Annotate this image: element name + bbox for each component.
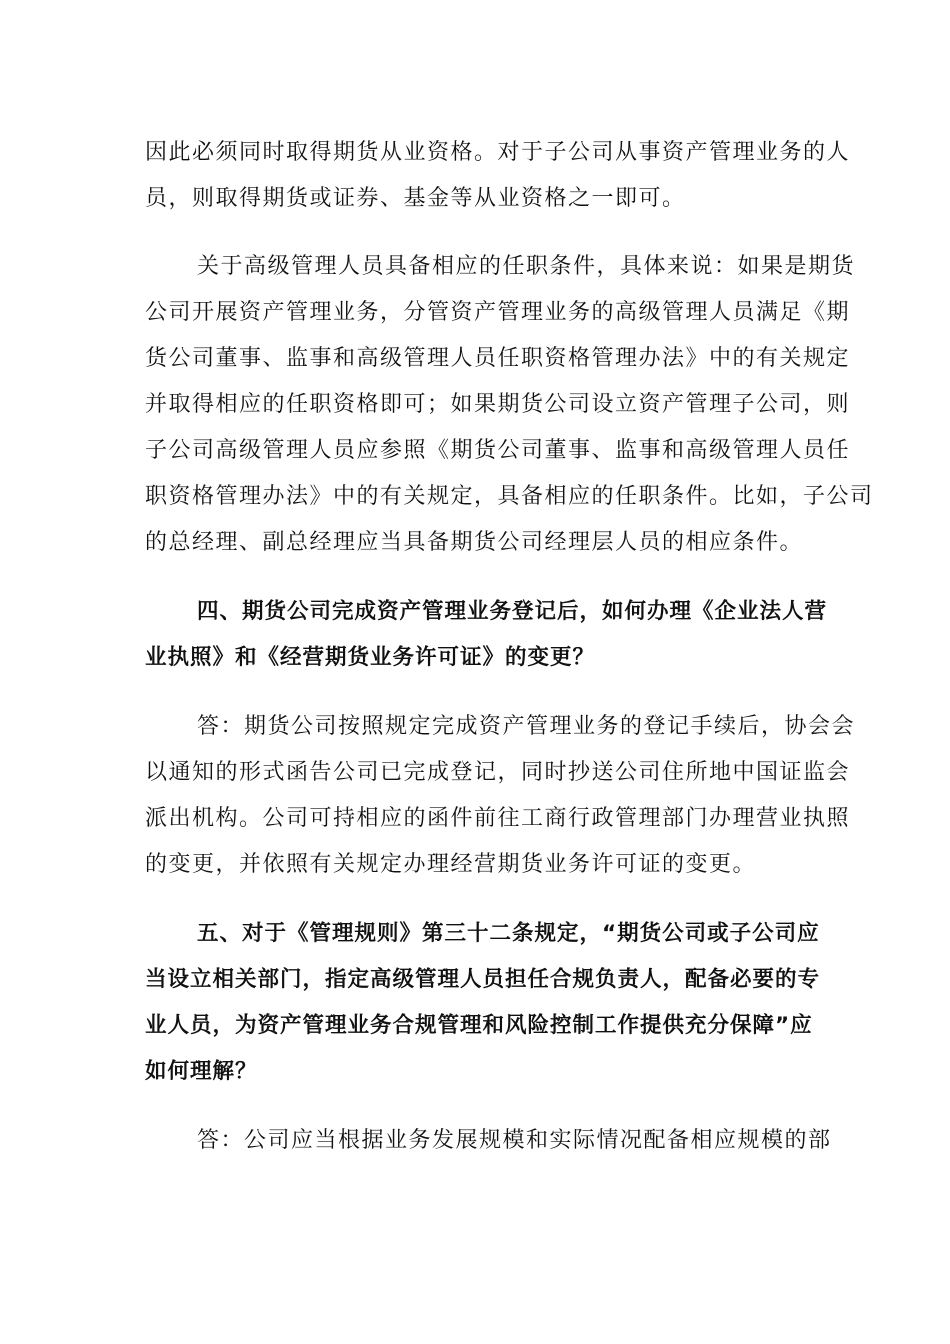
text-line: 因此必须同时取得期货从业资格。对于子公司从事资产管理业务的人 [145, 140, 851, 165]
question-heading-4 [145, 589, 828, 681]
paragraph-qualification-continuation [145, 130, 851, 222]
text-line: 员，则取得期货或证券、基金等从业资格之一即可。 [145, 186, 686, 211]
text-line: 职资格管理办法》中的有关规定，具备相应的任职条件。比如，子公司 [145, 484, 874, 509]
text-line: 关于高级管理人员具备相应的任职条件，具体来说：如果是期货 [197, 254, 856, 279]
text-line: 子公司高级管理人员应参照《期货公司董事、监事和高级管理人员任 [145, 438, 851, 463]
question-heading-5 [145, 911, 821, 1095]
text-line: 业人员，为资产管理业务合规管理和风险控制工作提供充分保障”应 [145, 1013, 813, 1038]
text-line: 五、对于《管理规则》第三十二条规定，“期货公司或子公司应 [197, 921, 820, 946]
text-line: 四、期货公司完成资产管理业务登记后，如何办理《企业法人营 [197, 599, 828, 624]
text-line: 的总经理、副总经理应当具备期货公司经理层人员的相应条件。 [145, 530, 804, 555]
text-line: 业执照》和《经营期货业务许可证》的变更？ [145, 645, 596, 670]
text-line: 并取得相应的任职资格即可；如果期货公司设立资产管理子公司，则 [145, 392, 851, 417]
text-line: 派出机构。公司可持相应的函件前往工商行政管理部门办理营业执照 [145, 806, 851, 831]
text-line: 货公司董事、监事和高级管理人员任职资格管理办法》中的有关规定 [145, 346, 851, 371]
text-line: 的变更，并依照有关规定办理经营期货业务许可证的变更。 [145, 852, 757, 877]
text-line: 公司开展资产管理业务，分管资产管理业务的高级管理人员满足《期 [145, 300, 851, 325]
text-line: 答：期货公司按照规定完成资产管理业务的登记手续后，协会会 [197, 714, 856, 739]
answer-paragraph-4 [145, 704, 856, 888]
paragraph-senior-management-conditions [145, 244, 874, 566]
text-line: 如何理解？ [145, 1059, 258, 1084]
text-line: 当设立相关部门，指定高级管理人员担任合规负责人，配备必要的专 [145, 967, 821, 992]
document-body [145, 130, 874, 1164]
answer-paragraph-5 [145, 1118, 832, 1164]
text-line: 答：公司应当根据业务发展规模和实际情况配备相应规模的部 [197, 1128, 832, 1153]
text-line: 以通知的形式函告公司已完成登记，同时抄送公司住所地中国证监会 [145, 760, 851, 785]
